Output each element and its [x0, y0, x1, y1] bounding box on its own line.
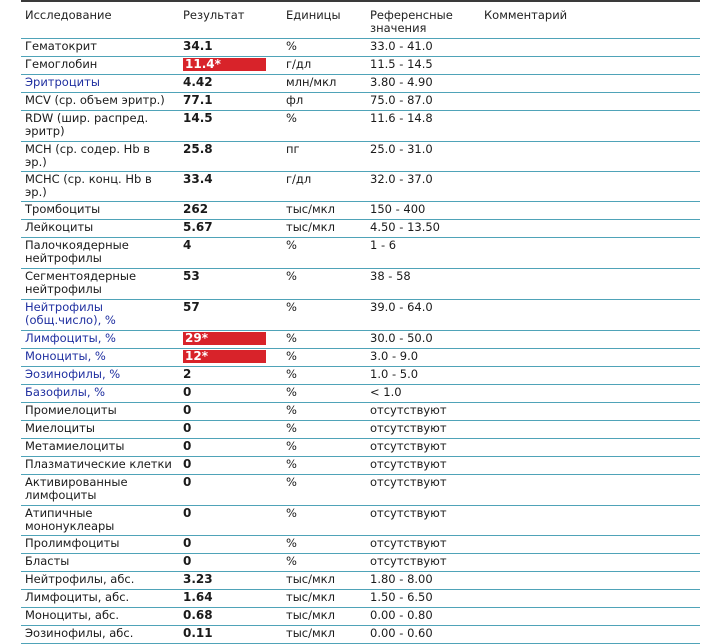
reference-range: 1.0 - 5.0 — [366, 367, 480, 385]
result-value: 1.64 — [179, 590, 282, 608]
reference-range: отсутствуют — [366, 439, 480, 457]
test-name: Нейтрофилы (общ.число), % — [21, 300, 179, 331]
test-name: Активированные лимфоциты — [21, 475, 179, 506]
reference-range: 11.6 - 14.8 — [366, 111, 480, 142]
reference-range: 30.0 - 50.0 — [366, 331, 480, 349]
unit: % — [282, 457, 366, 475]
test-name: Палочкоядерные нейтрофилы — [21, 238, 179, 269]
result-value: 0 — [179, 457, 282, 475]
unit: % — [282, 554, 366, 572]
test-name: Эозинофилы, абс. — [21, 626, 179, 644]
comment — [480, 75, 700, 93]
table-row — [21, 238, 700, 269]
comment — [480, 421, 700, 439]
reference-range: отсутствуют — [366, 554, 480, 572]
result-value: 0 — [179, 506, 282, 536]
test-name: MCV (ср. объем эритр.) — [21, 93, 179, 111]
test-name: Метамиелоциты — [21, 439, 179, 457]
test-name: Пролимфоциты — [21, 536, 179, 554]
table-row — [21, 220, 700, 238]
result-value: 0 — [179, 536, 282, 554]
reference-range: 1.80 - 8.00 — [366, 572, 480, 590]
unit: пг — [282, 142, 366, 172]
table-row — [21, 421, 700, 439]
test-name: MCH (ср. содер. Hb в эр.) — [21, 142, 179, 172]
reference-range: отсутствуют — [366, 536, 480, 554]
test-name: Лейкоциты — [21, 220, 179, 238]
reference-range: 11.5 - 14.5 — [366, 57, 480, 75]
result-value: 0.11 — [179, 626, 282, 644]
unit: % — [282, 421, 366, 439]
reference-range: 4.50 - 13.50 — [366, 220, 480, 238]
result-value — [179, 331, 282, 349]
test-name: Сегментоядерные нейтрофилы — [21, 269, 179, 300]
result-value: 0 — [179, 385, 282, 403]
table-row — [21, 385, 700, 403]
comment — [480, 39, 700, 57]
abnormal-result-badge: 29* — [183, 332, 266, 345]
unit: % — [282, 269, 366, 300]
col-header-result: Результат — [179, 4, 282, 39]
table-row — [21, 111, 700, 142]
test-name: Миелоциты — [21, 421, 179, 439]
comment — [480, 439, 700, 457]
comment — [480, 608, 700, 626]
table-row — [21, 367, 700, 385]
reference-range: 3.0 - 9.0 — [366, 349, 480, 367]
test-name: Нейтрофилы, абс. — [21, 572, 179, 590]
result-value: 0 — [179, 403, 282, 421]
result-value: 77.1 — [179, 93, 282, 111]
test-name: Эозинофилы, % — [21, 367, 179, 385]
comment — [480, 93, 700, 111]
comment — [480, 572, 700, 590]
reference-range: 1 - 6 — [366, 238, 480, 269]
reference-range: 32.0 - 37.0 — [366, 172, 480, 202]
test-name: Моноциты, % — [21, 349, 179, 367]
comment — [480, 403, 700, 421]
unit: % — [282, 331, 366, 349]
result-value: 57 — [179, 300, 282, 331]
results-sheet — [21, 4, 700, 644]
reference-range: отсутствуют — [366, 457, 480, 475]
col-header-comment: Комментарий — [480, 4, 700, 39]
test-name: Гематокрит — [21, 39, 179, 57]
comment — [480, 57, 700, 75]
table-row — [21, 572, 700, 590]
abnormal-result-badge: 11.4* — [183, 58, 266, 71]
col-header-reference: Референсные значения — [366, 4, 480, 39]
table-row — [21, 331, 700, 349]
unit: тыс/мкл — [282, 220, 366, 238]
unit: % — [282, 349, 366, 367]
table-row — [21, 172, 700, 202]
test-name: Моноциты, абс. — [21, 608, 179, 626]
result-value: 14.5 — [179, 111, 282, 142]
table-row — [21, 506, 700, 536]
test-name: Атипичные мононуклеары — [21, 506, 179, 536]
test-name: Лимфоциты, абс. — [21, 590, 179, 608]
result-value: 0.68 — [179, 608, 282, 626]
comment — [480, 457, 700, 475]
unit: тыс/мкл — [282, 626, 366, 644]
table-row — [21, 300, 700, 331]
unit: тыс/мкл — [282, 608, 366, 626]
unit: % — [282, 39, 366, 57]
result-value: 4 — [179, 238, 282, 269]
comment — [480, 331, 700, 349]
unit: % — [282, 367, 366, 385]
unit: % — [282, 385, 366, 403]
reference-range: 1.50 - 6.50 — [366, 590, 480, 608]
col-header-test: Исследование — [21, 4, 179, 39]
test-name: Гемоглобин — [21, 57, 179, 75]
comment — [480, 220, 700, 238]
test-name: Промиелоциты — [21, 403, 179, 421]
abnormal-result-badge: 12* — [183, 350, 266, 363]
reference-range: 25.0 - 31.0 — [366, 142, 480, 172]
table-row — [21, 608, 700, 626]
comment — [480, 554, 700, 572]
reference-range: 3.80 - 4.90 — [366, 75, 480, 93]
comment — [480, 202, 700, 220]
comment — [480, 111, 700, 142]
comment — [480, 349, 700, 367]
comment — [480, 269, 700, 300]
comment — [480, 367, 700, 385]
reference-range: 38 - 58 — [366, 269, 480, 300]
table-row — [21, 142, 700, 172]
reference-range: 0.00 - 0.60 — [366, 626, 480, 644]
results-table — [21, 4, 700, 644]
reference-range: < 1.0 — [366, 385, 480, 403]
unit: млн/мкл — [282, 75, 366, 93]
unit: % — [282, 506, 366, 536]
table-row — [21, 269, 700, 300]
reference-range: 150 - 400 — [366, 202, 480, 220]
reference-range: отсутствуют — [366, 421, 480, 439]
comment — [480, 142, 700, 172]
test-name: Бласты — [21, 554, 179, 572]
unit: % — [282, 300, 366, 331]
reference-range: отсутствуют — [366, 403, 480, 421]
comment — [480, 172, 700, 202]
result-value: 33.4 — [179, 172, 282, 202]
table-row — [21, 439, 700, 457]
result-value: 4.42 — [179, 75, 282, 93]
result-value — [179, 349, 282, 367]
top-rule — [21, 0, 700, 2]
test-name: Лимфоциты, % — [21, 331, 179, 349]
reference-range: 75.0 - 87.0 — [366, 93, 480, 111]
unit: г/дл — [282, 57, 366, 75]
result-value — [179, 57, 282, 75]
table-row — [21, 457, 700, 475]
result-value: 0 — [179, 421, 282, 439]
table-row — [21, 626, 700, 644]
table-row — [21, 554, 700, 572]
result-value: 262 — [179, 202, 282, 220]
unit: % — [282, 238, 366, 269]
table-row — [21, 403, 700, 421]
unit: г/дл — [282, 172, 366, 202]
unit: тыс/мкл — [282, 572, 366, 590]
test-name: RDW (шир. распред. эритр) — [21, 111, 179, 142]
comment — [480, 506, 700, 536]
test-name: MCHC (ср. конц. Hb в эр.) — [21, 172, 179, 202]
reference-range: отсутствуют — [366, 475, 480, 506]
table-row — [21, 536, 700, 554]
result-value: 2 — [179, 367, 282, 385]
results-body — [21, 39, 700, 644]
test-name: Эритроциты — [21, 75, 179, 93]
result-value: 0 — [179, 554, 282, 572]
unit: % — [282, 536, 366, 554]
unit: % — [282, 111, 366, 142]
table-row — [21, 590, 700, 608]
unit: фл — [282, 93, 366, 111]
table-row — [21, 93, 700, 111]
result-value: 53 — [179, 269, 282, 300]
result-value: 0 — [179, 475, 282, 506]
comment — [480, 300, 700, 331]
result-value: 25.8 — [179, 142, 282, 172]
result-value: 3.23 — [179, 572, 282, 590]
unit: % — [282, 439, 366, 457]
comment — [480, 475, 700, 506]
comment — [480, 385, 700, 403]
comment — [480, 536, 700, 554]
test-name: Базофилы, % — [21, 385, 179, 403]
table-row — [21, 39, 700, 57]
unit: тыс/мкл — [282, 202, 366, 220]
comment — [480, 626, 700, 644]
table-row — [21, 75, 700, 93]
test-name: Тромбоциты — [21, 202, 179, 220]
comment — [480, 590, 700, 608]
table-row — [21, 57, 700, 75]
comment — [480, 238, 700, 269]
result-value: 5.67 — [179, 220, 282, 238]
reference-range: 39.0 - 64.0 — [366, 300, 480, 331]
reference-range: отсутствуют — [366, 506, 480, 536]
reference-range: 33.0 - 41.0 — [366, 39, 480, 57]
header-row — [21, 4, 700, 39]
unit: % — [282, 475, 366, 506]
col-header-unit: Единицы — [282, 4, 366, 39]
table-row — [21, 202, 700, 220]
table-row — [21, 349, 700, 367]
test-name: Плазматические клетки — [21, 457, 179, 475]
reference-range: 0.00 - 0.80 — [366, 608, 480, 626]
table-row — [21, 475, 700, 506]
result-value: 0 — [179, 439, 282, 457]
result-value: 34.1 — [179, 39, 282, 57]
unit: тыс/мкл — [282, 590, 366, 608]
unit: % — [282, 403, 366, 421]
